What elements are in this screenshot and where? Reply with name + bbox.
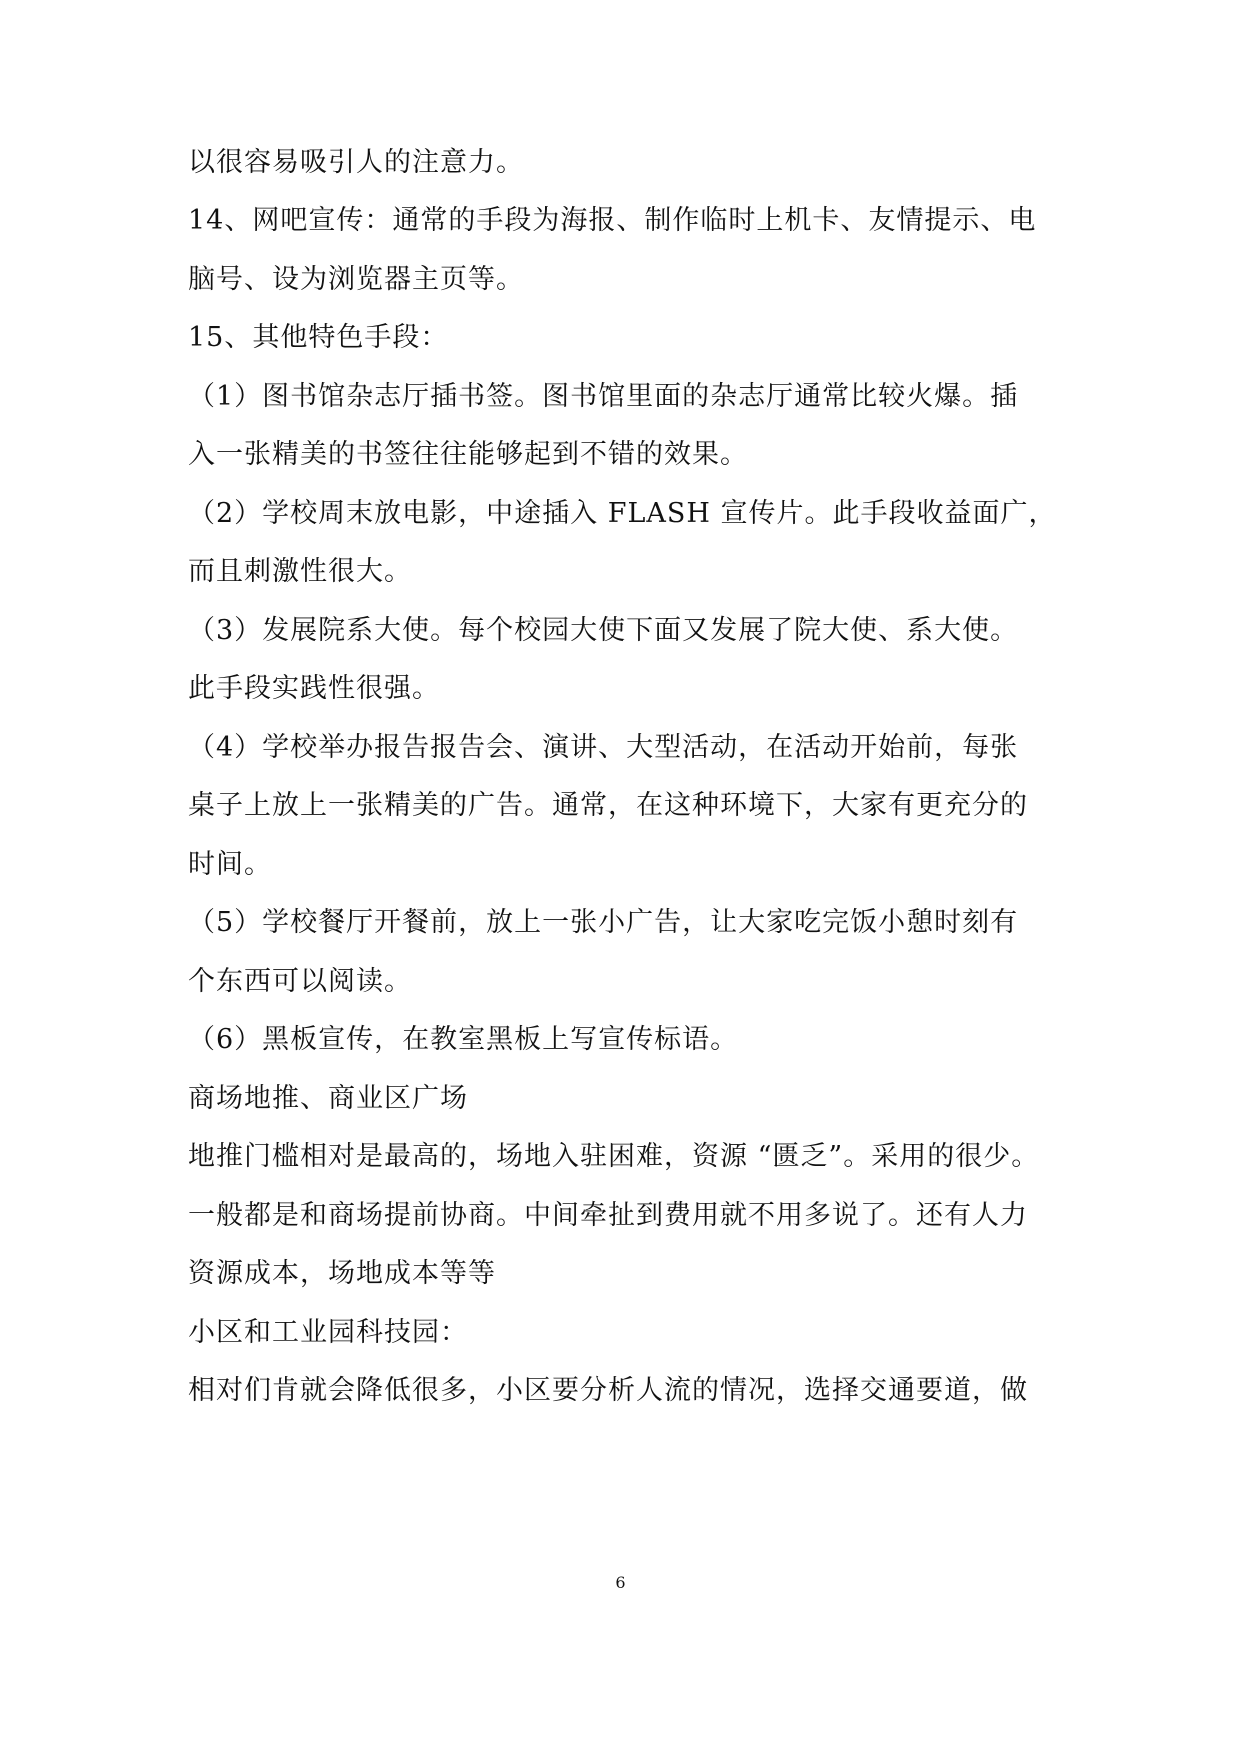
- text-line: 而且刺激性很大。: [188, 556, 412, 587]
- text-line: 15、其他特色手段：: [188, 322, 449, 353]
- text-line: 小区和工业园科技园：: [188, 1317, 468, 1348]
- text-line: 商场地推、商业区广场: [188, 1083, 468, 1114]
- text-line: 脑号、设为浏览器主页等。: [188, 264, 524, 295]
- text-line: （6）黑板宣传，在教室黑板上写宣传标语。: [188, 1024, 739, 1055]
- text-line: （1）图书馆杂志厅插书签。图书馆里面的杂志厅通常比较火爆。插: [188, 381, 1019, 412]
- text-line: （3）发展院系大使。每个校园大使下面又发展了院大使、系大使。: [188, 615, 1019, 646]
- text-line: 入一张精美的书签往往能够起到不错的效果。: [188, 439, 748, 470]
- text-line: 桌子上放上一张精美的广告。通常，在这种环境下，大家有更充分的: [188, 790, 1028, 821]
- text-line: 此手段实践性很强。: [188, 673, 440, 704]
- text-line: （5）学校餐厅开餐前，放上一张小广告，让大家吃完饭小憩时刻有: [188, 907, 1019, 938]
- text-line: 以很容易吸引人的注意力。: [188, 147, 524, 178]
- text-line: 个东西可以阅读。: [188, 966, 412, 997]
- text-line: 地推门槛相对是最高的，场地入驻困难，资源 “匮乏”。采用的很少。: [188, 1141, 1040, 1172]
- text-line: 资源成本，场地成本等等: [188, 1258, 496, 1289]
- text-line: 相对们肯就会降低很多，小区要分析人流的情况，选择交通要道，做: [188, 1375, 1028, 1406]
- text-line: 14、网吧宣传：通常的手段为海报、制作临时上机卡、友情提示、电: [188, 205, 1037, 236]
- page-number: 6: [615, 1573, 626, 1592]
- text-line: （2）学校周末放电影，中途插入 FLASH 宣传片。此手段收益面广，: [188, 498, 1057, 529]
- text-line: 时间。: [188, 849, 272, 880]
- text-line: （4）学校举办报告报告会、演讲、大型活动，在活动开始前，每张: [188, 732, 1019, 763]
- text-line: 一般都是和商场提前协商。中间牵扯到费用就不用多说了。还有人力: [188, 1200, 1028, 1231]
